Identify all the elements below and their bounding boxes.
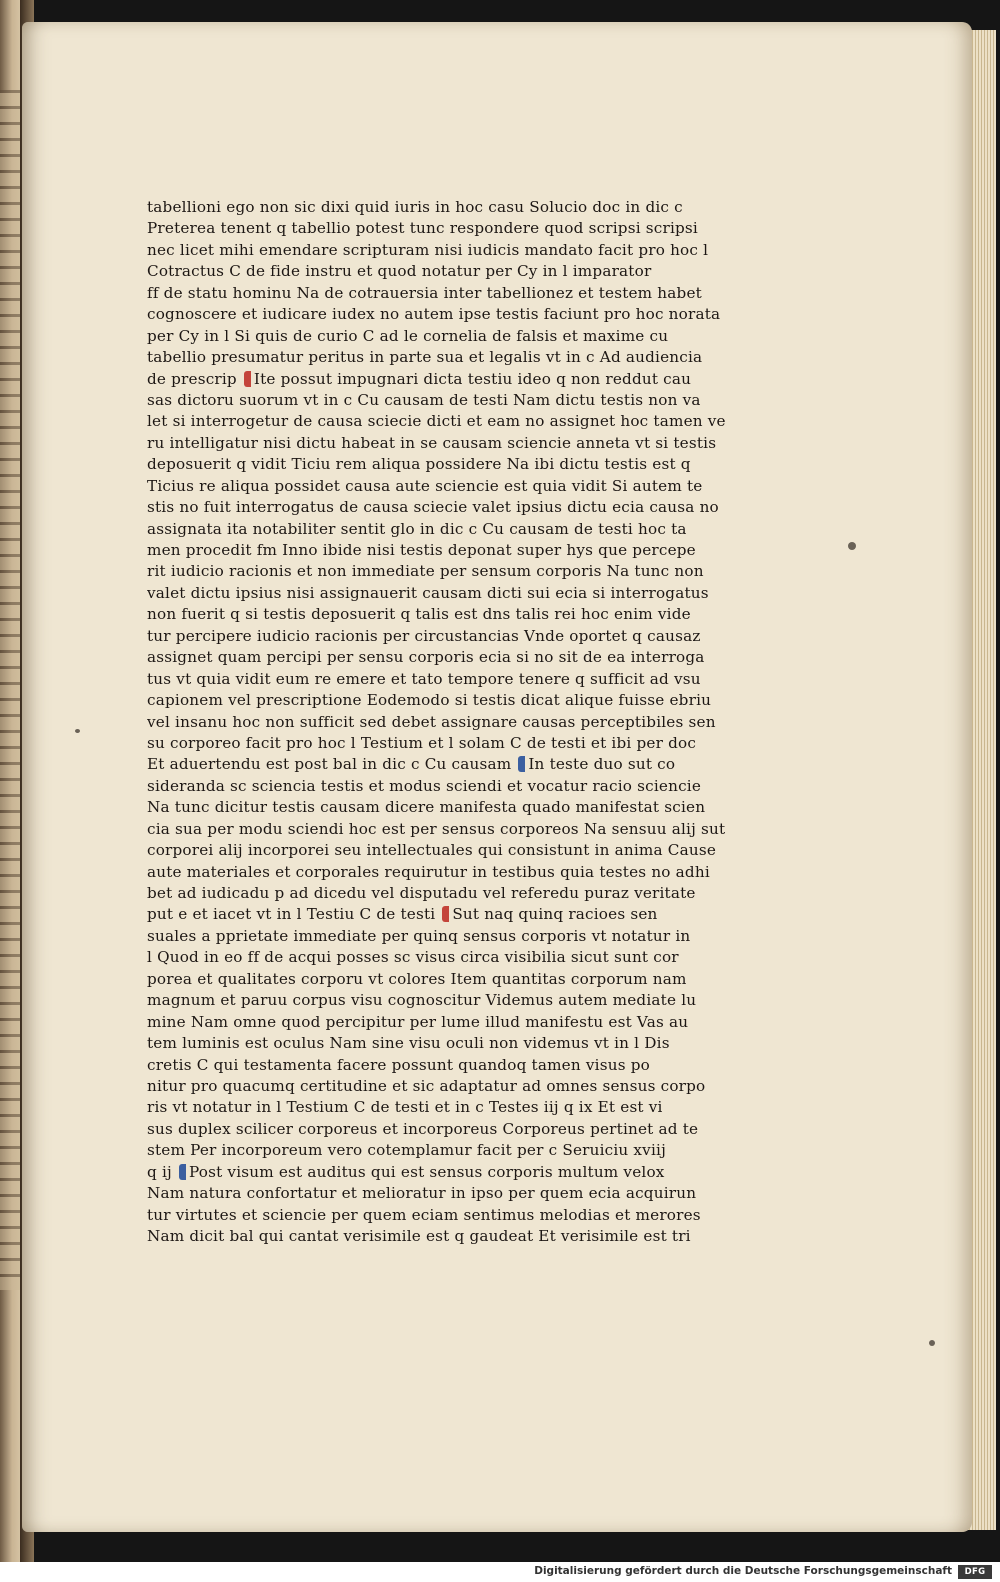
text-line: tus vt quia vidit eum re emere et tato tempore tenere q sufficit ad vsu: [147, 669, 701, 688]
text-line: cretis C qui testamenta facere possunt quandoq tamen visus po: [147, 1055, 650, 1074]
text-line: cognoscere et iudicare iudex no autem ipse testis faciunt pro hoc norata: [147, 305, 721, 324]
text-line: [147, 369, 742, 390]
text-line: deposuerit q vidit Ticiu rem aliqua possidere Na ibi dictu testis est q: [147, 455, 691, 474]
text-segment: Et aduertendu est post bal in dic c Cu causam: [147, 755, 517, 774]
ink-spot: [929, 1340, 935, 1346]
text-line: tabellio presumatur peritus in parte sua et legalis vt in c Ad audiencia: [147, 348, 703, 367]
text-line: per Cy in l Si quis de curio C ad le cornelia de falsis et maxime cu: [147, 326, 669, 345]
text-segment: q ij: [147, 1162, 177, 1181]
text-line: stem Per incorporeum vero cotemplamur facit per c Seruiciu xviij: [147, 1141, 666, 1160]
ink-spot: [848, 542, 856, 550]
text-line: cia sua per modu sciendi hoc est per sensus corporeos Na sensuu alij sut: [147, 819, 726, 838]
text-line: Preterea tenent q tabellio potest tunc respondere quod scripsi scripsi: [147, 219, 698, 238]
text-line: tur virtutes et sciencie per quem eciam sentimus melodias et merores: [147, 1205, 701, 1224]
text-line: sus duplex scilicer corporeus et incorporeus Corporeus pertinet ad te: [147, 1119, 699, 1138]
facing-page-text-fragment: [0, 90, 20, 1290]
ink-spot: [75, 729, 80, 733]
text-line: mine Nam omne quod percipitur per lume illud manifestu est Vas au: [147, 1012, 689, 1031]
text-line: sas dictoru suorum vt in c Cu causam de testi Nam dictu testis non va: [147, 390, 701, 409]
text-column: [147, 197, 742, 1247]
text-line: porea et qualitates corporu vt colores Item quantitas corporum nam: [147, 969, 687, 988]
text-line: stis no fuit interrogatus de causa sciecie valet ipsius dictu ecia causa no: [147, 498, 719, 517]
text-line: Ticius re aliqua possidet causa aute sciencie est quia vidit Si autem te: [147, 476, 703, 495]
text-line: Nam dicit bal qui cantat verisimile est q gaudeat Et verisimile est tri: [147, 1227, 691, 1245]
dfg-logo: DFG: [958, 1565, 992, 1579]
text-line: assignet quam percipi per sensu corporis ecia si no sit de ea interroga: [147, 648, 705, 667]
text-line: nitur pro quacumq certitudine et sic adaptatur ad omnes sensus corpo: [147, 1076, 706, 1095]
text-line: aute materiales et corporales requirutur in testibus quia testes no adhi: [147, 862, 710, 881]
text-line: Na tunc dicitur testis causam dicere manifesta quado manifestat scien: [147, 798, 706, 817]
text-line: let si interrogetur de causa sciecie dicti et eam no assignet hoc tamen ve: [147, 412, 726, 431]
text-segment: put e et iacet vt in l Testiu C de testi: [147, 905, 441, 924]
text-line: non fuerit q si testis deposuerit q talis est dns talis rei hoc enim vide: [147, 605, 691, 624]
paragraph-mark-icon: [179, 1164, 186, 1180]
text-line: suales a pprietate immediate per quinq sensus corporis vt notatur in: [147, 926, 691, 945]
text-line: nec licet mihi emendare scripturam nisi iudicis mandato facit pro hoc l: [147, 240, 709, 259]
text-segment: Sut naq quinq racioes sen: [452, 905, 658, 924]
text-segment: In teste duo sut co: [528, 755, 676, 774]
text-line: valet dictu ipsius nisi assignauerit causam dicti sui ecia si interrogatus: [147, 583, 709, 602]
text-line: [147, 1162, 742, 1183]
paragraph-mark-icon: [442, 906, 449, 922]
text-line: bet ad iudicadu p ad dicedu vel disputadu vel referedu puraz veritate: [147, 884, 696, 902]
text-line: ru intelligatur nisi dictu habeat in se causam sciencie anneta vt si testis: [147, 433, 717, 452]
text-segment: de prescrip: [147, 369, 242, 388]
text-line: sideranda sc sciencia testis et modus sciendi et vocatur racio sciencie: [147, 776, 702, 795]
text-line: capionem vel prescriptione Eodemodo si testis dicat alique fuisse ebriu: [147, 691, 712, 710]
text-line: tem luminis est oculus Nam sine visu oculi non videmus vt in l Dis: [147, 1034, 670, 1053]
text-segment: Post visum est auditus qui est sensus corporis multum velox: [188, 1162, 665, 1181]
incunable-page: [22, 22, 972, 1532]
text-line: assignata ita notabiliter sentit glo in dic c Cu causam de testi hoc ta: [147, 519, 687, 538]
text-line: su corporeo facit pro hoc l Testium et l solam C de testi et ibi per doc: [147, 733, 697, 752]
funding-credit: Digitalisierung gefördert durch die Deutsche Forschungsgemeinschaft: [534, 1565, 952, 1577]
text-line: Cotractus C de fide instru et quod notatur per Cy in l imparator: [147, 262, 652, 281]
text-segment: Ite possut impugnari dicta testiu ideo q non reddut cau: [253, 369, 692, 388]
text-line: rit iudicio racionis et non immediate per sensum corporis Na tunc non: [147, 562, 704, 581]
text-line: tur percipere iudicio racionis per circustancias Vnde oportet q causaz: [147, 626, 701, 645]
text-line: corporei alij incorporei seu intellectuales qui consistunt in anima Cause: [147, 841, 717, 860]
text-line: Nam natura confortatur et melioratur in ipso per quem ecia acquirun: [147, 1184, 697, 1203]
text-line: men procedit fm Inno ibide nisi testis deponat super hys que percepe: [147, 541, 696, 559]
text-line: [147, 904, 742, 925]
footer-bar: [0, 1562, 1000, 1582]
text-line: [147, 754, 742, 775]
text-line: l Quod in eo ff de acqui posses sc visus circa visibilia sicut sunt cor: [147, 948, 679, 967]
paragraph-mark-icon: [518, 756, 525, 772]
text-line: magnum et paruu corpus visu cognoscitur Videmus autem mediate lu: [147, 991, 697, 1010]
paragraph-mark-icon: [244, 371, 251, 387]
text-line: tabellioni ego non sic dixi quid iuris in hoc casu Solucio doc in dic c: [147, 198, 683, 216]
text-line: ris vt notatur in l Testium C de testi et in c Testes iij q ix Et est vi: [147, 1098, 663, 1117]
text-line: ff de statu hominu Na de cotrauersia inter tabellionez et testem habet: [147, 283, 702, 302]
text-line: vel insanu hoc non sufficit sed debet assignare causas perceptibiles sen: [147, 712, 716, 731]
